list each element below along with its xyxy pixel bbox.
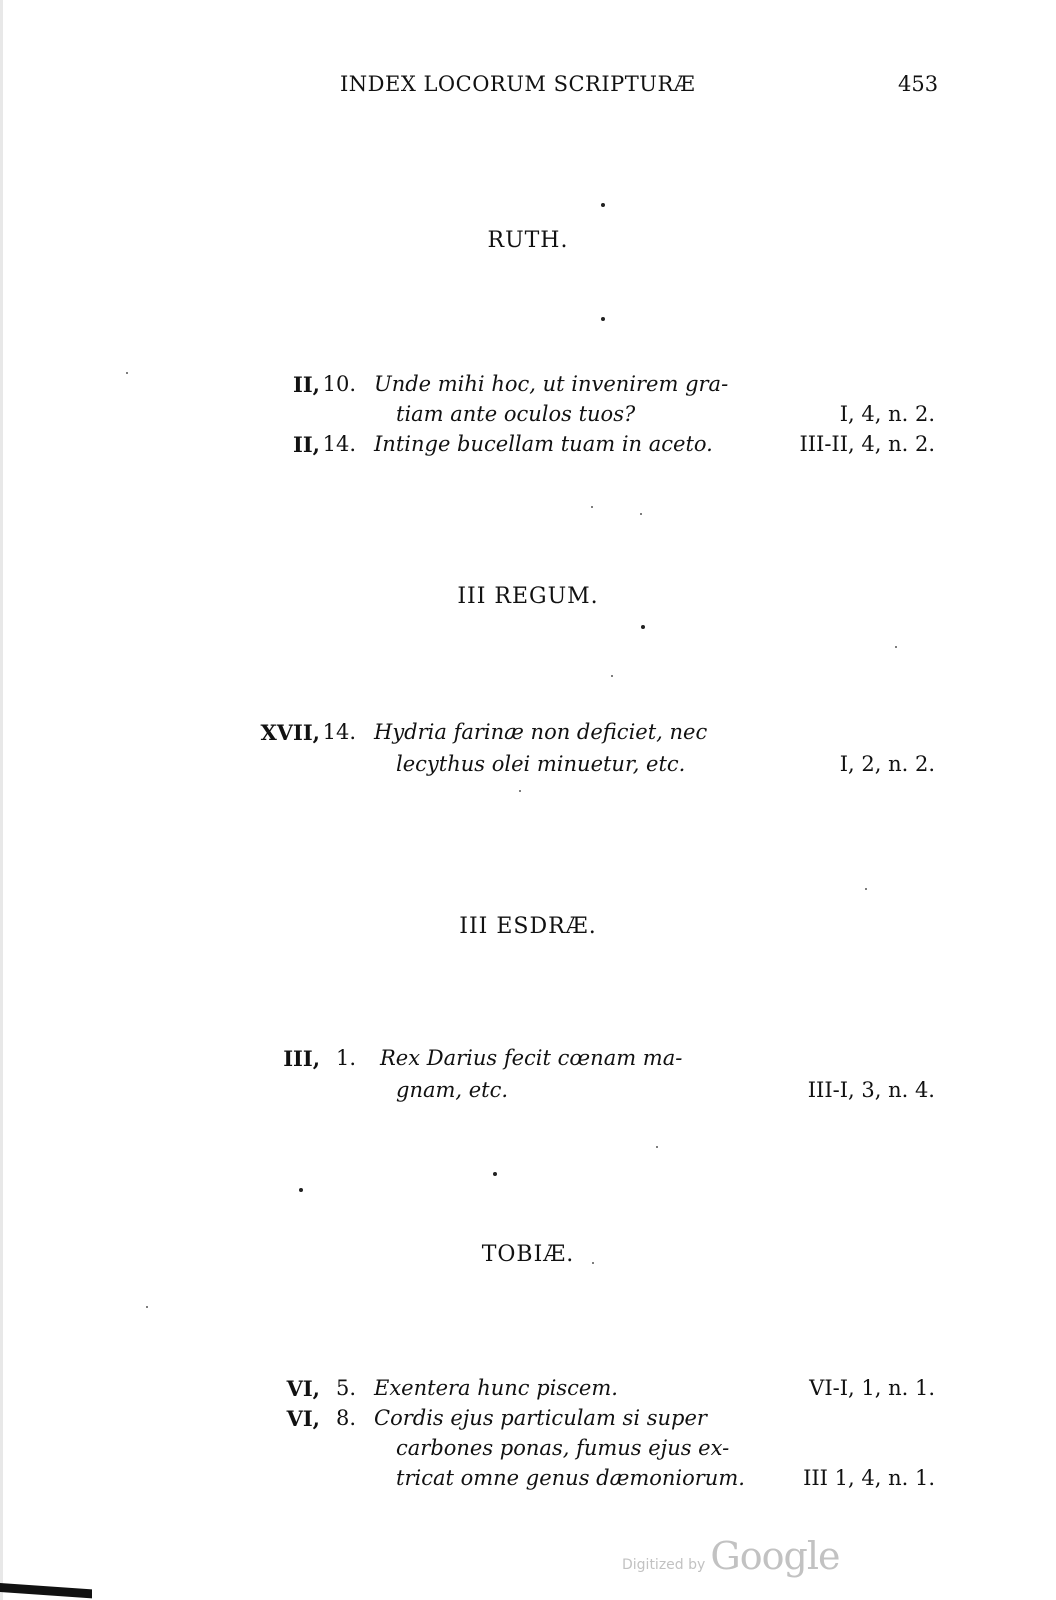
scripture-quote: lecythus olei minuetur, etc. <box>396 752 686 776</box>
entry-line <box>0 720 1056 750</box>
scan-speck <box>591 506 593 508</box>
entry-line <box>0 1376 1056 1406</box>
chapter-ref: VI, <box>286 1406 320 1431</box>
chapter-ref: III, <box>283 1046 320 1071</box>
scan-speck <box>641 625 645 629</box>
verse-ref: 8. <box>335 1406 356 1430</box>
verse-ref: 10. <box>322 372 356 396</box>
running-title: INDEX LOCORUM SCRIPTURÆ <box>340 72 696 96</box>
scan-speck <box>640 513 642 515</box>
scripture-quote: Intinge bucellam tuam in aceto. <box>374 432 713 456</box>
section-heading-tobiae: TOBIÆ. <box>481 1242 575 1267</box>
scan-speck <box>519 790 521 792</box>
page-number: 453 <box>898 72 939 96</box>
verse-ref: 14. <box>322 432 356 456</box>
scripture-quote: Cordis ejus particulam si super <box>374 1406 707 1430</box>
chapter-ref: XVII, <box>260 720 320 745</box>
chapter-ref: II, <box>293 372 320 397</box>
section-heading-iii-regum: III REGUM. <box>457 584 599 609</box>
scan-speck <box>865 888 867 890</box>
scan-speck <box>126 372 128 374</box>
chapter-ref: II, <box>293 432 320 457</box>
entry-line <box>0 432 1056 462</box>
entry-line <box>0 1046 1056 1076</box>
scripture-quote: tiam ante oculos tuos? <box>396 402 636 426</box>
scripture-quote: Exentera hunc piscem. <box>374 1376 618 1400</box>
citation-ref: I, 4, n. 2. <box>839 402 935 426</box>
scripture-quote: gnam, etc. <box>396 1078 509 1102</box>
watermark-prefix: Digitized by <box>622 1557 706 1573</box>
entry-line <box>0 402 1056 432</box>
citation-ref: III-II, 4, n. 2. <box>799 432 935 456</box>
verse-ref: 14. <box>322 720 356 744</box>
section-heading-iii-esdrae: III ESDRÆ. <box>459 914 597 939</box>
citation-ref: I, 2, n. 2. <box>839 752 935 776</box>
entry-line <box>0 1436 1056 1466</box>
entry-line <box>0 1078 1056 1108</box>
scripture-quote: Unde mihi hoc, ut invenirem gra- <box>374 372 729 396</box>
scripture-quote: Rex Darius fecit cœnam ma- <box>380 1046 683 1070</box>
citation-ref: III-I, 3, n. 4. <box>807 1078 935 1102</box>
verse-ref: 1. <box>335 1046 356 1070</box>
chapter-ref: VI, <box>286 1376 320 1401</box>
verse-ref: 5. <box>335 1376 356 1400</box>
digitized-watermark <box>622 1534 839 1578</box>
entry-line <box>0 752 1056 782</box>
entry-line <box>0 1406 1056 1436</box>
citation-ref: VI-I, 1, n. 1. <box>809 1376 935 1400</box>
entry-line <box>0 372 1056 402</box>
scan-speck <box>601 203 605 207</box>
scripture-quote: tricat omne genus dæmoniorum. <box>396 1466 745 1490</box>
section-heading-ruth: RUTH. <box>487 228 569 253</box>
watermark-brand: Google <box>710 1534 840 1578</box>
scan-speck <box>299 1188 303 1192</box>
scan-speck <box>895 646 897 648</box>
scan-speck <box>493 1172 497 1176</box>
scan-speck <box>601 317 605 321</box>
citation-ref: III 1, 4, n. 1. <box>803 1466 935 1490</box>
entry-line <box>0 1466 1056 1496</box>
margin-ink-stroke <box>0 1583 92 1598</box>
scan-speck <box>592 1262 594 1264</box>
scan-speck <box>656 1146 658 1148</box>
scripture-quote: Hydria farinæ non deficiet, nec <box>374 720 708 744</box>
scan-speck <box>146 1306 148 1308</box>
scan-speck <box>611 675 613 677</box>
scripture-quote: carbones ponas, fumus ejus ex- <box>396 1436 730 1460</box>
